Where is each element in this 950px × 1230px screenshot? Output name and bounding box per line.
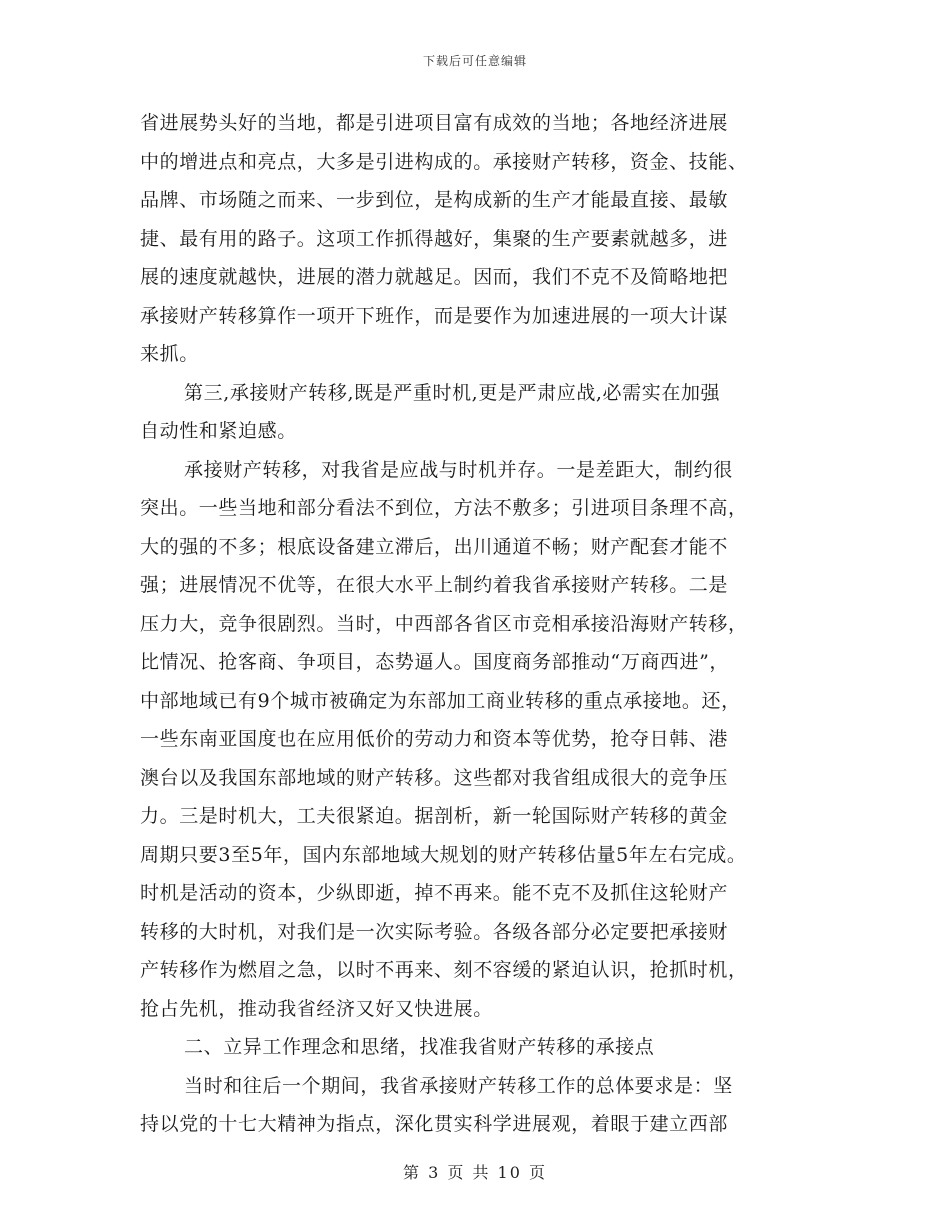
text-line: 强；进展情况不优等，在很大水平上制约着我省承接财产转移。二是 [140,574,729,596]
text-line: 当时和往后一个期间，我省承接财产转移工作的总体要求是：坚 [184,1074,733,1097]
text-line: 品牌、市场随之而来、一步到位，是构成新的生产才能最直接、最敏 [140,189,729,211]
document-body [140,104,800,1144]
text-line: 持以党的十七大精神为指点，深化贯实科学进展观，着眼于建立西部 [140,1113,729,1135]
text-line: 捷、最有用的路子。这项工作抓得越好，集聚的生产要素就越多，进 [140,227,729,250]
text-line: 展的速度就越快，进展的潜力就越足。因而，我们不克不及简略地把 [140,266,729,288]
text-line: 来抓。 [140,343,199,365]
text-line: 产转移作为燃眉之急，以时不再来、刻不容缓的紧迫认识，抢抓时机， [140,959,748,981]
text-line: 自动性和紧迫感。 [140,420,297,442]
page-number: 第 3 页 共 10 页 [403,1163,547,1182]
text-line: 二、立异工作理念和思绪，找准我省财产转移的承接点 [184,1036,655,1058]
text-line: 省进展势头好的当地，都是引进项目富有成效的当地；各地经济进展 [140,112,729,134]
text-line: 承接财产转移，对我省是应战与时机并存。一是差距大，制约很 [184,458,733,481]
text-line: 第三,承接财产转移,既是严重时机,更是严肃应战,必需实在加强 [184,381,721,404]
text-line: 承接财产转移算作一项开下班作，而是要作为加速进展的一项大计谋 [140,304,729,327]
text-line: 周期只要3至5年，国内东部地域大规划的财产转移估量5年左右完成。 [140,843,747,866]
text-line: 压力大，竞争很剧烈。当时，中西部各省区市竞相承接沿海财产转移， [140,612,748,635]
text-line: 力。三是时机大，工夫很紧迫。据剖析，新一轮国际财产转移的黄金 [140,805,729,827]
page-header: 下载后可任意编辑 [422,54,527,68]
text-line: 中部地域已有9个城市被确定为东部加工商业转移的重点承接地。还， [140,689,741,712]
text-line: 一些东南亚国度也在应用低价的劳动力和资本等优势，抢夺日韩、港 [140,728,729,750]
text-line: 转移的大时机，对我们是一次实际考验。各级各部分必定要把承接财 [140,920,729,943]
text-line: 中的增进点和亮点，大多是引进构成的。承接财产转移，资金、技能、 [140,150,748,173]
text-line: 澳台以及我国东部地域的财产转移。这些都对我省组成很大的竞争压 [140,766,729,789]
text-line: 比情况、抢客商、争项目，态势逼人。国度商务部推动“万商西进”， [140,651,730,673]
text-line: 大的强的不多；根底设备建立滞后，出川通道不畅；财产配套才能不 [140,535,729,558]
text-line: 时机是活动的资本，少纵即逝，掉不再来。能不克不及抓住这轮财产 [140,882,729,904]
text-line: 突出。一些当地和部分看法不到位，方法不敷多；引进项目条理不高， [140,497,748,519]
text-line: 抢占先机，推动我省经济又好又快进展。 [140,997,493,1020]
